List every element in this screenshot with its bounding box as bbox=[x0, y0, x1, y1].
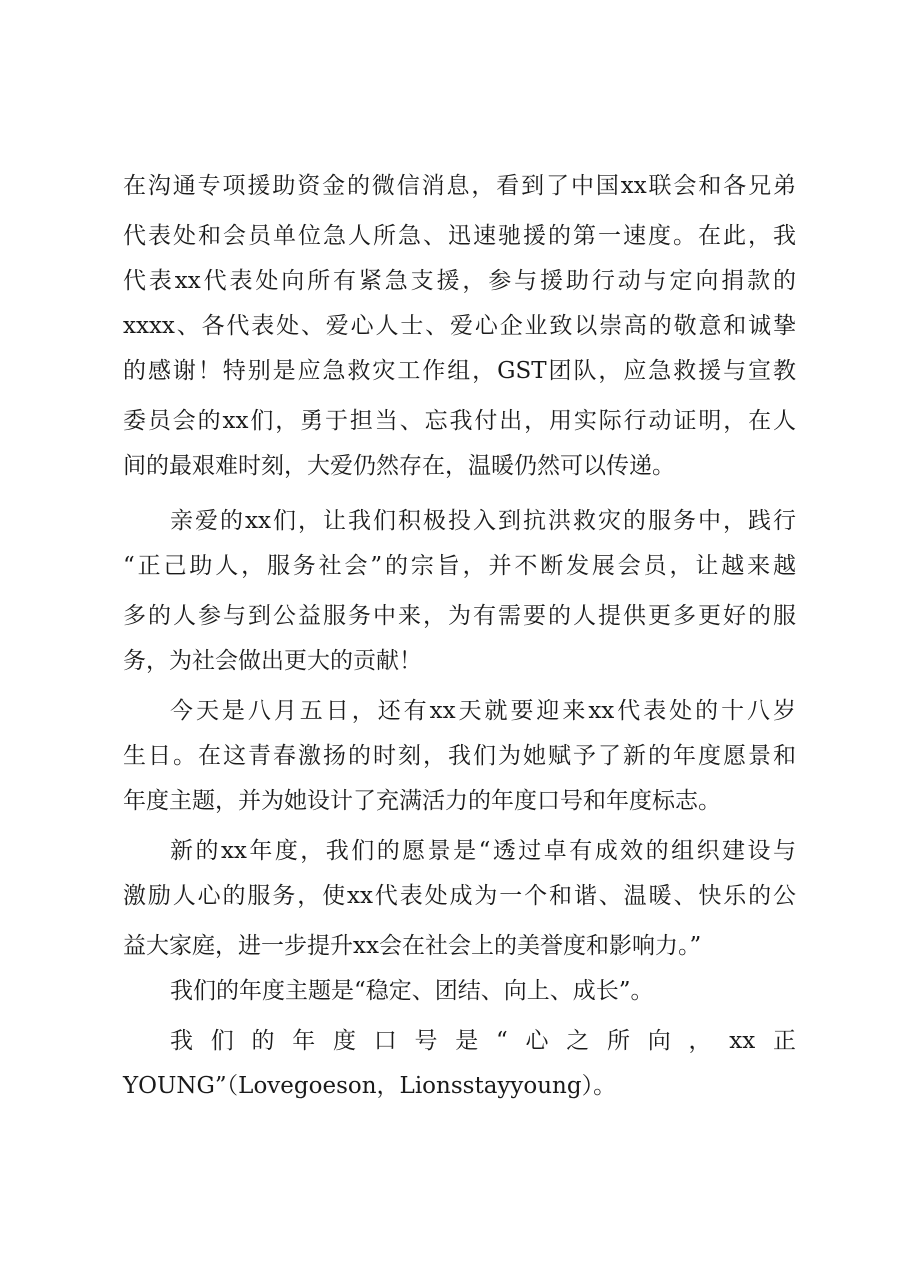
paragraph-line: 今天是八月五日，还有xx天就要迎来xx代表处的十八岁 bbox=[170, 698, 796, 724]
paragraph-line: 我们的年度主题是“稳定、团结、向上、成长”。 bbox=[170, 978, 654, 1004]
paragraph-line: 的感谢！特别是应急救灾工作组，GST团队，应急救援与宣教 bbox=[123, 358, 796, 384]
paragraph-line: 激励人心的服务，使xx代表处成为一个和谐、温暖、快乐的公 bbox=[123, 883, 796, 909]
paragraph-line: YOUNG”（Lovegoeson，Lionsstayyoung）。 bbox=[123, 1073, 617, 1099]
paragraph-line: “正己助人，服务社会”的宗旨，并不断发展会员，让越来越 bbox=[123, 553, 796, 579]
paragraph-line: xxxx、各代表处、爱心人士、爱心企业致以崇高的敬意和诚挚 bbox=[123, 313, 796, 339]
paragraph-line: 委员会的xx们，勇于担当、忘我付出，用实际行动证明，在人 bbox=[123, 408, 796, 434]
paragraph-line: 代表处和会员单位急人所急、迅速驰援的第一速度。在此，我 bbox=[123, 223, 796, 249]
paragraph-line: 代表xx代表处向所有紧急支援，参与援助行动与定向捐款的 bbox=[123, 268, 796, 294]
paragraph-line: 在沟通专项援助资金的微信消息，看到了中国xx联会和各兄弟 bbox=[123, 173, 796, 199]
paragraph-line: 年度主题，并为她设计了充满活力的年度口号和年度标志。 bbox=[123, 788, 721, 814]
paragraph-line: 务，为社会做出更大的贡献！ bbox=[123, 648, 422, 674]
paragraph-line: 生日。在这青春激扬的时刻，我们为她赋予了新的年度愿景和 bbox=[123, 743, 796, 769]
paragraph-line: 益大家庭，进一步提升xx会在社会上的美誉度和影响力。” bbox=[123, 933, 702, 959]
paragraph-line: 新的xx年度，我们的愿景是“透过卓有成效的组织建设与 bbox=[170, 838, 796, 864]
paragraph-line: 亲爱的xx们，让我们积极投入到抗洪救灾的服务中，践行 bbox=[170, 508, 796, 534]
paragraph-line: 多的人参与到公益服务中来，为有需要的人提供更多更好的服 bbox=[123, 603, 796, 629]
paragraph-line: 我们的年度口号是“心之所向，xx正 bbox=[170, 1028, 796, 1054]
paragraph-line: 间的最艰难时刻，大爱仍然存在，温暖仍然可以传递。 bbox=[123, 453, 675, 479]
